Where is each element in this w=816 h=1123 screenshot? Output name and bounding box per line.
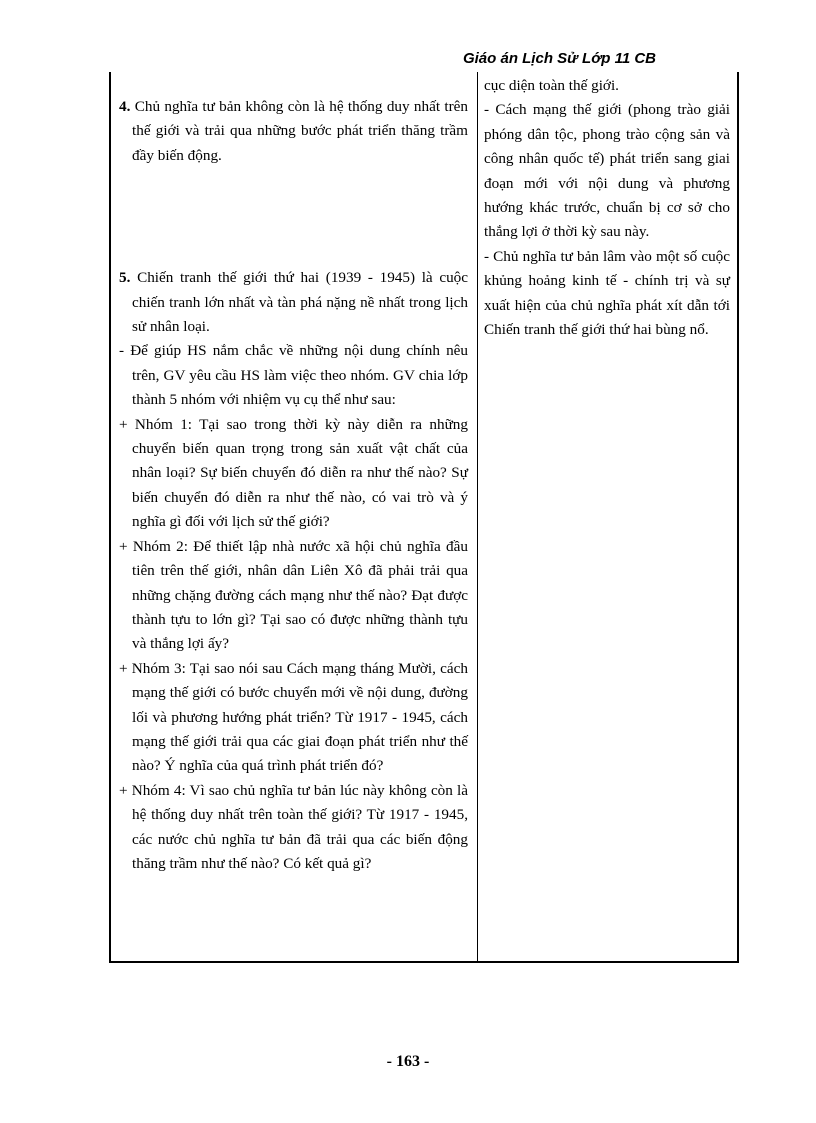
item-4-number: 4. bbox=[119, 98, 131, 115]
item-5-number: 5. bbox=[119, 269, 131, 287]
group-work-intro: - Để giúp HS nắm chắc về những nội dung chính nêu trên, GV yêu cầu HS làm việc theo nhóm. GV chia lớp thành 5 nhóm với nhiệm vụ cụ thể như sau: bbox=[119, 342, 468, 409]
group-3-task: + Nhóm 3: Tại sao nói sau Cách mạng tháng Mười, cách mạng thế giới có bước chuyển mới về nội dung, đường lối và phương hướng phát triển? Từ 1917 - 1945, cách mạng thế giới trải qua các giai đoạn phát triển như thế nào? Ý nghĩa của quá trình phát triển đó? bbox=[119, 659, 468, 775]
item-5-text: Chiến tranh thế giới thứ hai (1939 - 1945) là cuộc chiến tranh lớn nhất và tàn phá nặng nề nhất trong lịch sử nhân loại. bbox=[132, 269, 468, 336]
page-header: Giáo án Lịch Sử Lớp 11 CB bbox=[462, 50, 656, 67]
group-1-task: + Nhóm 1: Tại sao trong thời kỳ này diễn ra những chuyển biến quan trọng trong sản xuất vật chất của nhân loại? Sự biến chuyển đó diễn ra như thế nào? Sự biến chuyển đó diễn ra như thế nào, có vai trò và ý nghĩa gì đối với lịch sử thế giới? bbox=[119, 415, 468, 531]
group-4-task: + Nhóm 4: Vì sao chủ nghĩa tư bản lúc này không còn là hệ thống duy nhất trên toàn thế giới? Từ 1917 - 1945, các nước chủ nghĩa tư bản đã trải qua các biến động thăng trầm như thế nào? Có kết quả gì? bbox=[119, 781, 468, 872]
item-4 bbox=[119, 95, 468, 168]
lesson-table bbox=[109, 72, 739, 963]
group-2-task: + Nhóm 2: Để thiết lập nhà nước xã hội chủ nghĩa đầu tiên trên thế giới, nhân dân Liên Xô đã phải trải qua những chặng đường cách mạng như thế nào? Đạt được thành tựu to lớn gì? Tại sao có được những thành tựu và thắng lợi ấy? bbox=[119, 537, 468, 653]
content-column bbox=[478, 72, 737, 961]
page-number: - 163 - bbox=[386, 1053, 430, 1070]
activity-column bbox=[111, 72, 478, 961]
content-paragraph-1: cục diện toàn thế giới. bbox=[484, 77, 619, 94]
content-paragraph-3: - Chủ nghĩa tư bản lâm vào một số cuộc khủng hoảng kinh tế - chính trị và sự xuất hiện của chủ nghĩa phát xít dẫn tới Chiến tranh thế giới thứ hai bùng nổ. bbox=[484, 247, 730, 339]
item-4-text: Chủ nghĩa tư bản không còn là hệ thống duy nhất trên thế giới và trải qua những bước phát triển thăng trầm đầy biến động. bbox=[132, 98, 468, 164]
content-paragraph-2: - Cách mạng thế giới (phong trào giải phóng dân tộc, phong trào cộng sản và công nhân quốc tế) phát triển sang giai đoạn mới với nội dung và phương hướng khác trước, chuẩn bị cơ sở cho thắng lợi ở thời kỳ sau này. bbox=[484, 101, 730, 241]
item-5 bbox=[119, 266, 468, 339]
